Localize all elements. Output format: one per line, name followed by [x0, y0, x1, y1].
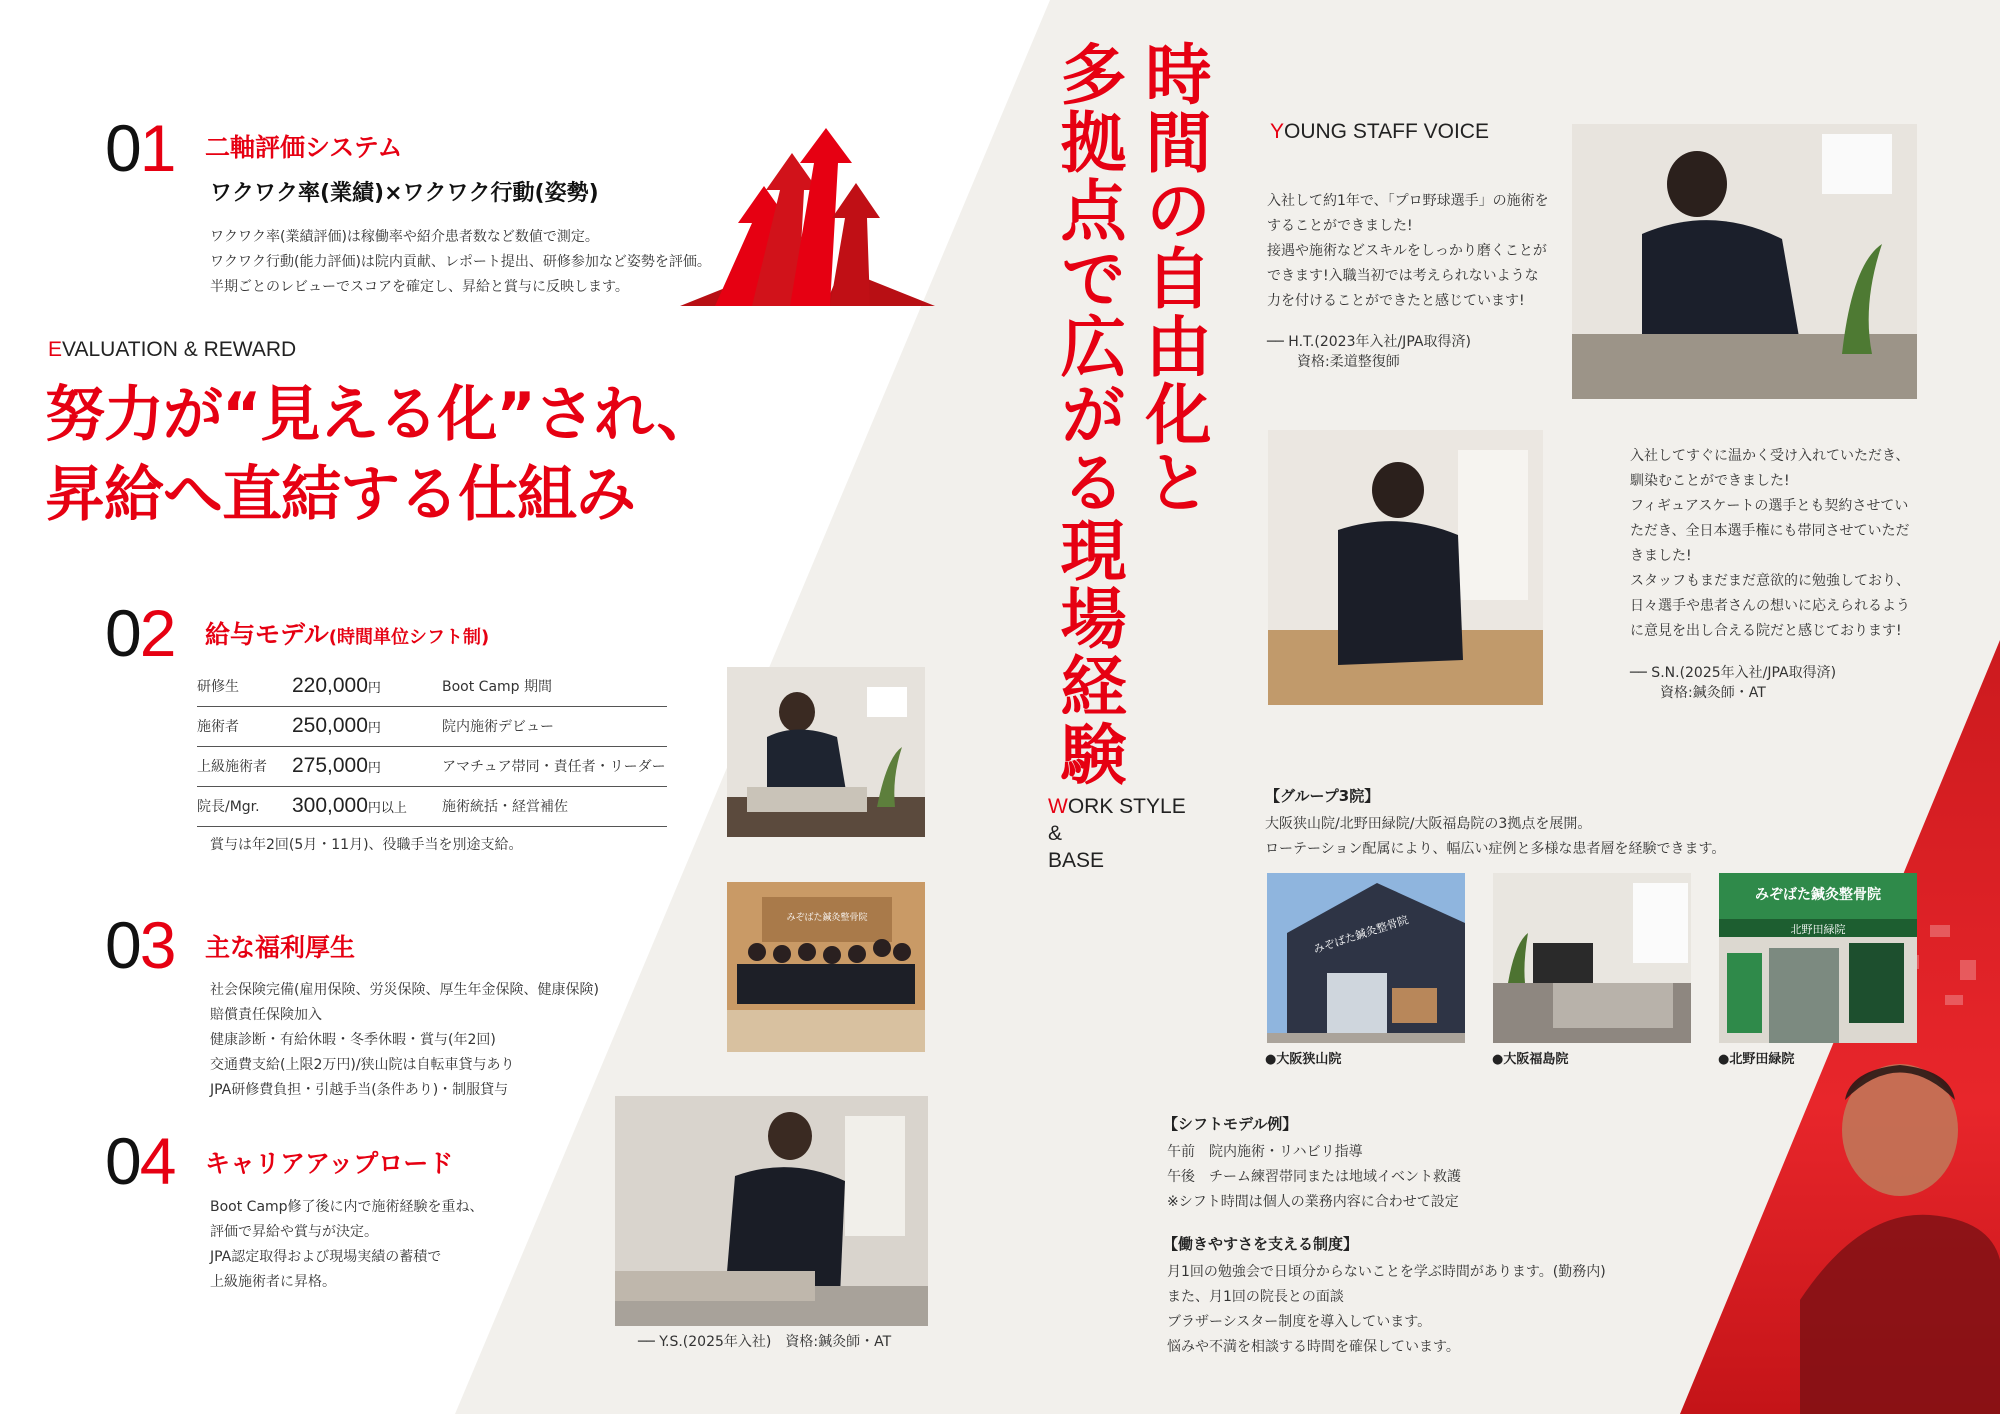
benefits-list: 社会保険完備(雇用保険、労災保険、厚生年金保険、健康保険) 賠償責任保険加入 健康診断・有給休暇・冬季休暇・賞与(年2回) 交通費支給(上限2万円)/狭山院は自転車貸与あり JPA研修費負担・引越手当(条件あり)・制服貸与: [210, 982, 599, 1098]
vertical-heading-2: 多拠点で広がる現場経験: [1049, 40, 1126, 788]
clinic-label-osakasayama: ●大阪狭山院: [1265, 1052, 1342, 1067]
photo-clinic-osakafukushima: [1493, 873, 1691, 1043]
section-subtitle: ワクワク率(業績)×ワクワク行動(姿勢): [210, 181, 599, 206]
photo-caption: ── Y.S.(2025年入社) 資格:鍼灸師・AT: [638, 1334, 892, 1350]
section-title-benefits: 主な福利厚生: [205, 933, 356, 962]
section-title-career: キャリアアップロード: [205, 1149, 454, 1178]
section-number-01: 01: [105, 111, 175, 185]
table-row: 上級施術者 275,000円 アマチュア帯同・責任者・リーダー: [197, 746, 667, 786]
section-title-salary: 給与モデル(時間単位シフト制): [205, 620, 490, 649]
vertical-heading-1: 時間の自由化と: [1134, 40, 1211, 516]
clinic-label-osakafukushima: ●大阪福島院: [1492, 1052, 1569, 1067]
staff-voice-1-signature: ── H.T.(2023年入社/JPA取得済) 資格:柔道整復師: [1267, 334, 1471, 370]
photo-staff-sn: [1268, 430, 1543, 705]
work-style-label: WORK STYLE & BASE: [1048, 795, 1186, 872]
shift-heading: 【シフトモデル例】: [1163, 1115, 1298, 1133]
table-row: 研修生 220,000円 Boot Camp 期間: [197, 666, 667, 706]
photo-clinic-kitanoda: [1719, 873, 1917, 1043]
support-heading: 【働きやすさを支える制度】: [1163, 1235, 1359, 1253]
svg-text:みぞばた鍼灸整骨院: みぞばた鍼灸整骨院: [786, 913, 868, 923]
shift-text: 午前 院内施術・リハビリ指導 午後 チーム練習帯同または地域イベント救護 ※シフト時間は個人の業務内容に合わせて設定: [1167, 1144, 1461, 1210]
section-title-evaluation-system: 二軸評価システム: [205, 133, 403, 162]
svg-text:北野田緑院: 北野田緑院: [1790, 923, 1846, 936]
staff-voice-2: 入社してすぐに温かく受け入れていただき、 馴染むことができました! フィギュアスケートの選手とも契約させてい ただき、全日本選手権にも帯同させていただ きました! スタッフもまだまだ意欲的に勉強しており、 日々選手や患者さんの想いに応えられるよう に意見を出し合える院だと感じております!: [1630, 448, 1910, 639]
table-row: 施術者 250,000円 院内施術デビュー: [197, 706, 667, 746]
headline: 努力が“見える化”され、 昇給へ直結する仕組み: [45, 380, 716, 530]
group-text: 大阪狭山院/北野田緑院/大阪福島院の3拠点を展開。 ローテーション配属により、幅広い症例と多様な患者層を経験できます。: [1265, 816, 1726, 857]
staff-voice-2-signature: ── S.N.(2025年入社/JPA取得済) 資格:鍼灸師・AT: [1630, 665, 1837, 701]
photo-treatment-1: [727, 667, 925, 837]
photo-clinic-osakasayama: [1267, 873, 1465, 1043]
salary-table: [197, 666, 667, 827]
photo-staff-selfie: [1800, 1040, 2000, 1414]
rising-arrows-icon: [680, 128, 935, 308]
photo-staff-group: [727, 882, 925, 1052]
section-body: ワクワク率(業績評価)は稼働率や紹介患者数など数値で測定。 ワクワク行動(能力評価)は院内貢献、レポート提出、研修参加など姿勢を評価。 半期ごとのレビューでスコアを確定し、昇給と賞与に反映します。: [210, 229, 711, 295]
evaluation-label: EVALUATION & REWARD: [48, 338, 297, 361]
table-row: 院長/Mgr. 300,000円以上 施術統括・経営補佐: [197, 786, 667, 826]
young-staff-voice-label: YOUNG STAFF VOICE: [1270, 120, 1489, 143]
support-text: 月1回の勉強会で日頃分からないことを学ぶ時間があります。(勤務内) また、月1回の院長との面談 ブラザーシスター制度を導入しています。 悩みや不満を相談する時間を確保しています。: [1167, 1264, 1606, 1355]
section-number-04: 04: [105, 1124, 175, 1198]
svg-text:みぞばた鍼灸整骨院: みぞばた鍼灸整骨院: [1311, 913, 1411, 957]
section-number-02: 02: [105, 596, 175, 670]
staff-voice-1: 入社して約1年で、「プロ野球選手」の施術を することができました! 接遇や施術などスキルをしっかり磨くことが できます!入職当初では考えられないような 力を付けることができたと感じています!: [1267, 193, 1549, 309]
svg-text:みぞばた鍼灸整骨院: みぞばた鍼灸整骨院: [1755, 887, 1881, 903]
photo-treatment-2: [615, 1096, 928, 1326]
clinic-label-kitanoda: ●北野田緑院: [1718, 1052, 1795, 1067]
group-heading: 【グループ3院】: [1265, 787, 1380, 805]
photo-staff-ht: [1572, 124, 1917, 399]
section-number-03: 03: [105, 908, 175, 982]
salary-note: 賞与は年2回(5月・11月)、役職手当を別途支給。: [210, 837, 523, 853]
career-text: Boot Camp修了後に内で施術経験を重ね、 評価で昇給や賞与が決定。 JPA認定取得および現場実績の蓄積で 上級施術者に昇格。: [210, 1199, 484, 1290]
